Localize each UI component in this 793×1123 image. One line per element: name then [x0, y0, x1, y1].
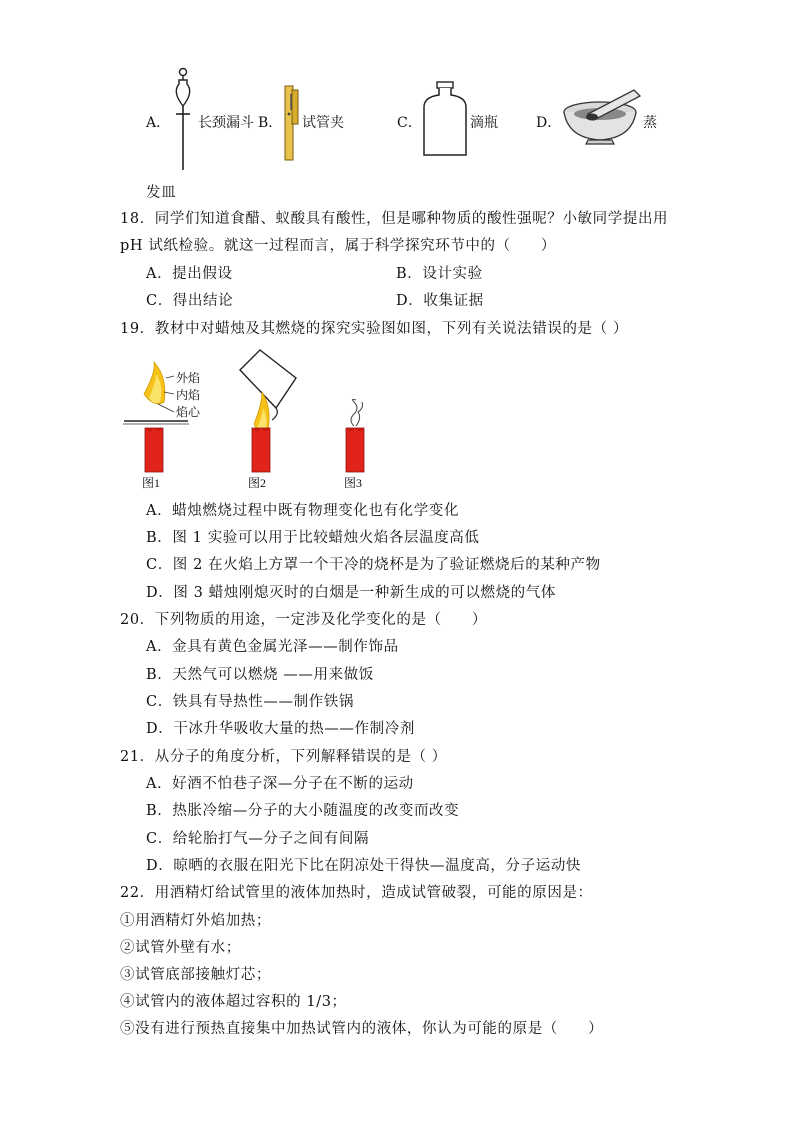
q21-option-c: C．给轮胎打气—分子之间有间隔 — [146, 831, 370, 847]
q22-stem: 22．用酒精灯给试管里的液体加热时，造成试管破裂，可能的原因是： — [120, 885, 593, 901]
q22-item-5: ⑤没有进行预热直接集中加热试管内的液体，你认为可能的原是（ ） — [120, 1021, 604, 1037]
fig2-label: 图2 — [248, 476, 267, 490]
name-d: 蒸 — [643, 115, 657, 131]
q21-option-d: D．晾晒的衣服在阳光下比在阴凉处干得快—温度高，分子运动快 — [146, 858, 582, 874]
dropping-bottle-icon — [422, 81, 468, 157]
inner-flame-label: 内焰 — [176, 388, 201, 402]
outer-flame-label: 外焰 — [176, 371, 201, 385]
q22-item-4: ④试管内的液体超过容积的 1/3； — [120, 994, 347, 1010]
q19-option-c: C．图 2 在火焰上方罩一个干冷的烧杯是为了验证燃烧后的某种产物 — [146, 557, 601, 573]
option-a-label: A． — [146, 115, 171, 131]
candle-figure-1 — [120, 362, 215, 474]
q21-option-a: A．好酒不怕巷子深—分子在不断的运动 — [146, 776, 414, 792]
candle-figure-3 — [340, 400, 380, 474]
q20-option-a: A．金具有黄色金属光泽——制作饰品 — [146, 639, 399, 655]
q18-stem-line1: 18．同学们知道食醋、蚁酸具有酸性，但是哪种物质的酸性强呢？小敏同学提出用 — [120, 211, 669, 227]
q18-option-c: C．得出结论 — [146, 293, 234, 309]
name-c: 滴瓶 — [470, 115, 498, 131]
fig3-label: 图3 — [344, 476, 363, 490]
q18-option-b: B．设计实验 — [396, 266, 483, 282]
option-d-label: D． — [536, 115, 562, 131]
q18-option-a: A．提出假设 — [146, 266, 233, 282]
q19-stem: 19．教材中对蜡烛及其燃烧的探究实验图如图，下列有关说法错误的是（ ） — [120, 321, 629, 337]
q21-option-b: B．热胀冷缩—分子的大小随温度的改变而改变 — [146, 803, 460, 819]
name-d-continued: 发皿 — [146, 185, 177, 201]
q18-stem-line2: pH 试纸检验。就这一过程而言，属于科学探究环节中的（ ） — [120, 238, 557, 254]
fig1-label: 图1 — [142, 476, 161, 490]
q20-stem: 20．下列物质的用途，一定涉及化学变化的是（ ） — [120, 612, 487, 628]
q20-option-c: C．铁具有导热性——制作铁锅 — [146, 694, 354, 710]
candle-figure-2 — [236, 348, 306, 474]
name-a: 长颈漏斗 — [198, 115, 254, 131]
q19-option-a: A．蜡烛燃烧过程中既有物理变化也有化学变化 — [146, 503, 460, 519]
q22-item-3: ③试管底部接触灯芯； — [120, 967, 271, 983]
flame-core-label: 焰心 — [176, 405, 201, 419]
name-b: 试管夹 — [302, 115, 344, 131]
q20-option-d: D．干冰升华吸收大量的热——作制冷剂 — [146, 721, 415, 737]
separatory-funnel-icon — [170, 66, 196, 174]
mortar-and-pestle-icon — [562, 88, 644, 150]
test-tube-clamp-icon — [282, 84, 302, 162]
q20-option-b: B．天然气可以燃烧 ——用来做饭 — [146, 667, 374, 683]
q18-option-d: D．收集证据 — [396, 293, 484, 309]
q22-item-1: ①用酒精灯外焰加热； — [120, 913, 271, 929]
q22-item-2: ②试管外壁有水； — [120, 940, 241, 956]
option-c-label: C． — [397, 115, 422, 131]
option-b-label: B． — [258, 115, 283, 131]
q19-option-d: D．图 3 蜡烛刚熄灭时的白烟是一种新生成的可以燃烧的气体 — [146, 585, 556, 601]
q21-stem: 21．从分子的角度分析，下列解释错误的是（ ） — [120, 749, 447, 765]
q19-option-b: B．图 1 实验可以用于比较蜡烛火焰各层温度高低 — [146, 530, 480, 546]
